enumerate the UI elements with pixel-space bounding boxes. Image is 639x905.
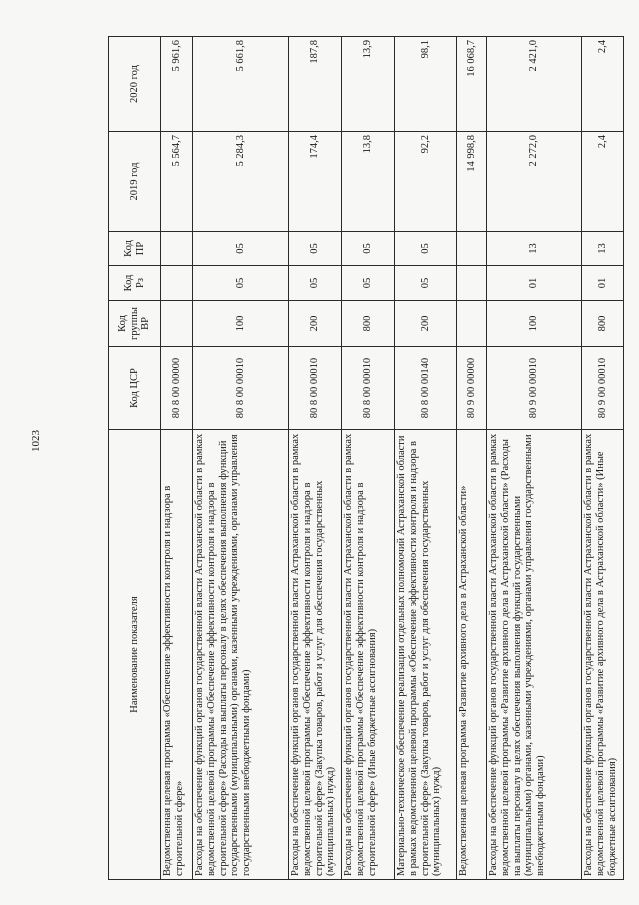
cell-name: Материально-техническое обеспечение реализации отдельных полномочий Астраханской области в рамках ведомственной целевой программы «Обеспечение эффективности контроля и надзора в строительной сфере» (Закупка товаров, работ и услуг для обеспечения государственных (муниципальных) нужд) <box>395 430 457 880</box>
cell-csr: 80 8 00 00010 <box>289 347 342 430</box>
cell-rz <box>161 266 193 301</box>
header-csr: Код ЦСР <box>109 347 161 430</box>
cell-pr: 05 <box>289 232 342 266</box>
cell-csr: 80 8 00 00140 <box>395 347 457 430</box>
cell-csr: 80 8 00 00010 <box>342 347 395 430</box>
table-row <box>395 37 457 880</box>
cell-2020: 2,4 <box>582 37 624 132</box>
cell-pr <box>161 232 193 266</box>
cell-pr <box>457 232 487 266</box>
cell-name: Расходы на обеспечение функций органов государственной власти Астраханской области в рамках ведомственной целевой программы «Обеспечение эффективности контроля и надзора в строительной сфере» (Закупка товаров, работ и услуг для обеспечения государственных (муниципальных) нужд) <box>289 430 342 880</box>
cell-name: Расходы на обеспечение функций органов государственной власти Астраханской области в рамках ведомственной целевой программы «Развитие архивного дела в Астраханской области» (Иные бюджетные ассигнования) <box>582 430 624 880</box>
cell-pr: 05 <box>395 232 457 266</box>
cell-vr: 200 <box>289 301 342 347</box>
cell-rz: 01 <box>582 266 624 301</box>
cell-csr: 80 9 00 00000 <box>457 347 487 430</box>
cell-vr: 800 <box>582 301 624 347</box>
cell-rz: 05 <box>289 266 342 301</box>
header-pr: Код ПР <box>109 232 161 266</box>
cell-name: Расходы на обеспечение функций органов государственной власти Астраханской области в рамках ведомственной целевой программы «Обеспечение эффективности контроля и надзора в строительной сфере» (Расходы на выплаты персоналу в целях обеспечения выполнения функций государственными (муниципальными) органами, казенными учреждениями, органами управления государственными внебюджетными фондами) <box>193 430 289 880</box>
cell-vr: 100 <box>487 301 582 347</box>
table-row <box>582 37 624 880</box>
cell-2019: 14 998,8 <box>457 132 487 232</box>
header-2020: 2020 год <box>109 37 161 132</box>
rotated-table-container <box>108 37 618 880</box>
header-2019: 2019 год <box>109 132 161 232</box>
cell-pr: 13 <box>487 232 582 266</box>
cell-csr: 80 8 00 00000 <box>161 347 193 430</box>
cell-2020: 187,8 <box>289 37 342 132</box>
table-row <box>487 37 582 880</box>
cell-2020: 5 961,6 <box>161 37 193 132</box>
table-row <box>193 37 289 880</box>
cell-name: Ведомственная целевая программа «Обеспечение эффективности контроля и надзора в строительной сфере» <box>161 430 193 880</box>
cell-2019: 92,2 <box>395 132 457 232</box>
table-row <box>289 37 342 880</box>
cell-rz: 05 <box>395 266 457 301</box>
cell-pr: 05 <box>193 232 289 266</box>
cell-name: Ведомственная целевая программа «Развитие архивного дела в Астраханской области» <box>457 430 487 880</box>
cell-pr: 13 <box>582 232 624 266</box>
header-rz: Код Рз <box>109 266 161 301</box>
page-number: 1023 <box>30 430 42 452</box>
cell-name: Расходы на обеспечение функций органов государственной власти Астраханской области в рамках ведомственной целевой программы «Обеспечение эффективности контроля и надзора в строительной сфере» (Иные бюджетные ассигнования) <box>342 430 395 880</box>
cell-2019: 5 284,3 <box>193 132 289 232</box>
table-row <box>457 37 487 880</box>
cell-2020: 2 421,0 <box>487 37 582 132</box>
cell-vr <box>457 301 487 347</box>
cell-rz: 05 <box>342 266 395 301</box>
cell-csr: 80 9 00 00010 <box>487 347 582 430</box>
header-name: Наименование показателя <box>109 430 161 880</box>
cell-vr: 200 <box>395 301 457 347</box>
table-row <box>342 37 395 880</box>
cell-vr: 100 <box>193 301 289 347</box>
cell-2020: 16 068,7 <box>457 37 487 132</box>
cell-rz: 05 <box>193 266 289 301</box>
cell-2019: 2 272,0 <box>487 132 582 232</box>
cell-2020: 13,9 <box>342 37 395 132</box>
cell-vr: 800 <box>342 301 395 347</box>
header-vr: Код группы ВР <box>109 301 161 347</box>
cell-csr: 80 9 00 00010 <box>582 347 624 430</box>
cell-2020: 5 661,8 <box>193 37 289 132</box>
cell-2019: 2,4 <box>582 132 624 232</box>
cell-rz: 01 <box>487 266 582 301</box>
cell-pr: 05 <box>342 232 395 266</box>
cell-2019: 5 564,7 <box>161 132 193 232</box>
cell-rz <box>457 266 487 301</box>
cell-vr <box>161 301 193 347</box>
cell-2019: 13,8 <box>342 132 395 232</box>
table-row <box>161 37 193 880</box>
cell-name: Расходы на обеспечение функций органов государственной власти Астраханской области в рамках ведомственной целевой программы «Развитие архивного дела в Астраханской области» (Расходы на выплаты персоналу в целях обеспечения выполнения функций государственными (муниципальными) органами, казенными учреждениями, органами управления государственными внебюджетными фондами) <box>487 430 582 880</box>
cell-csr: 80 8 00 00010 <box>193 347 289 430</box>
table-header-row <box>109 37 161 880</box>
cell-2020: 98,1 <box>395 37 457 132</box>
budget-table <box>108 36 624 880</box>
cell-2019: 174,4 <box>289 132 342 232</box>
